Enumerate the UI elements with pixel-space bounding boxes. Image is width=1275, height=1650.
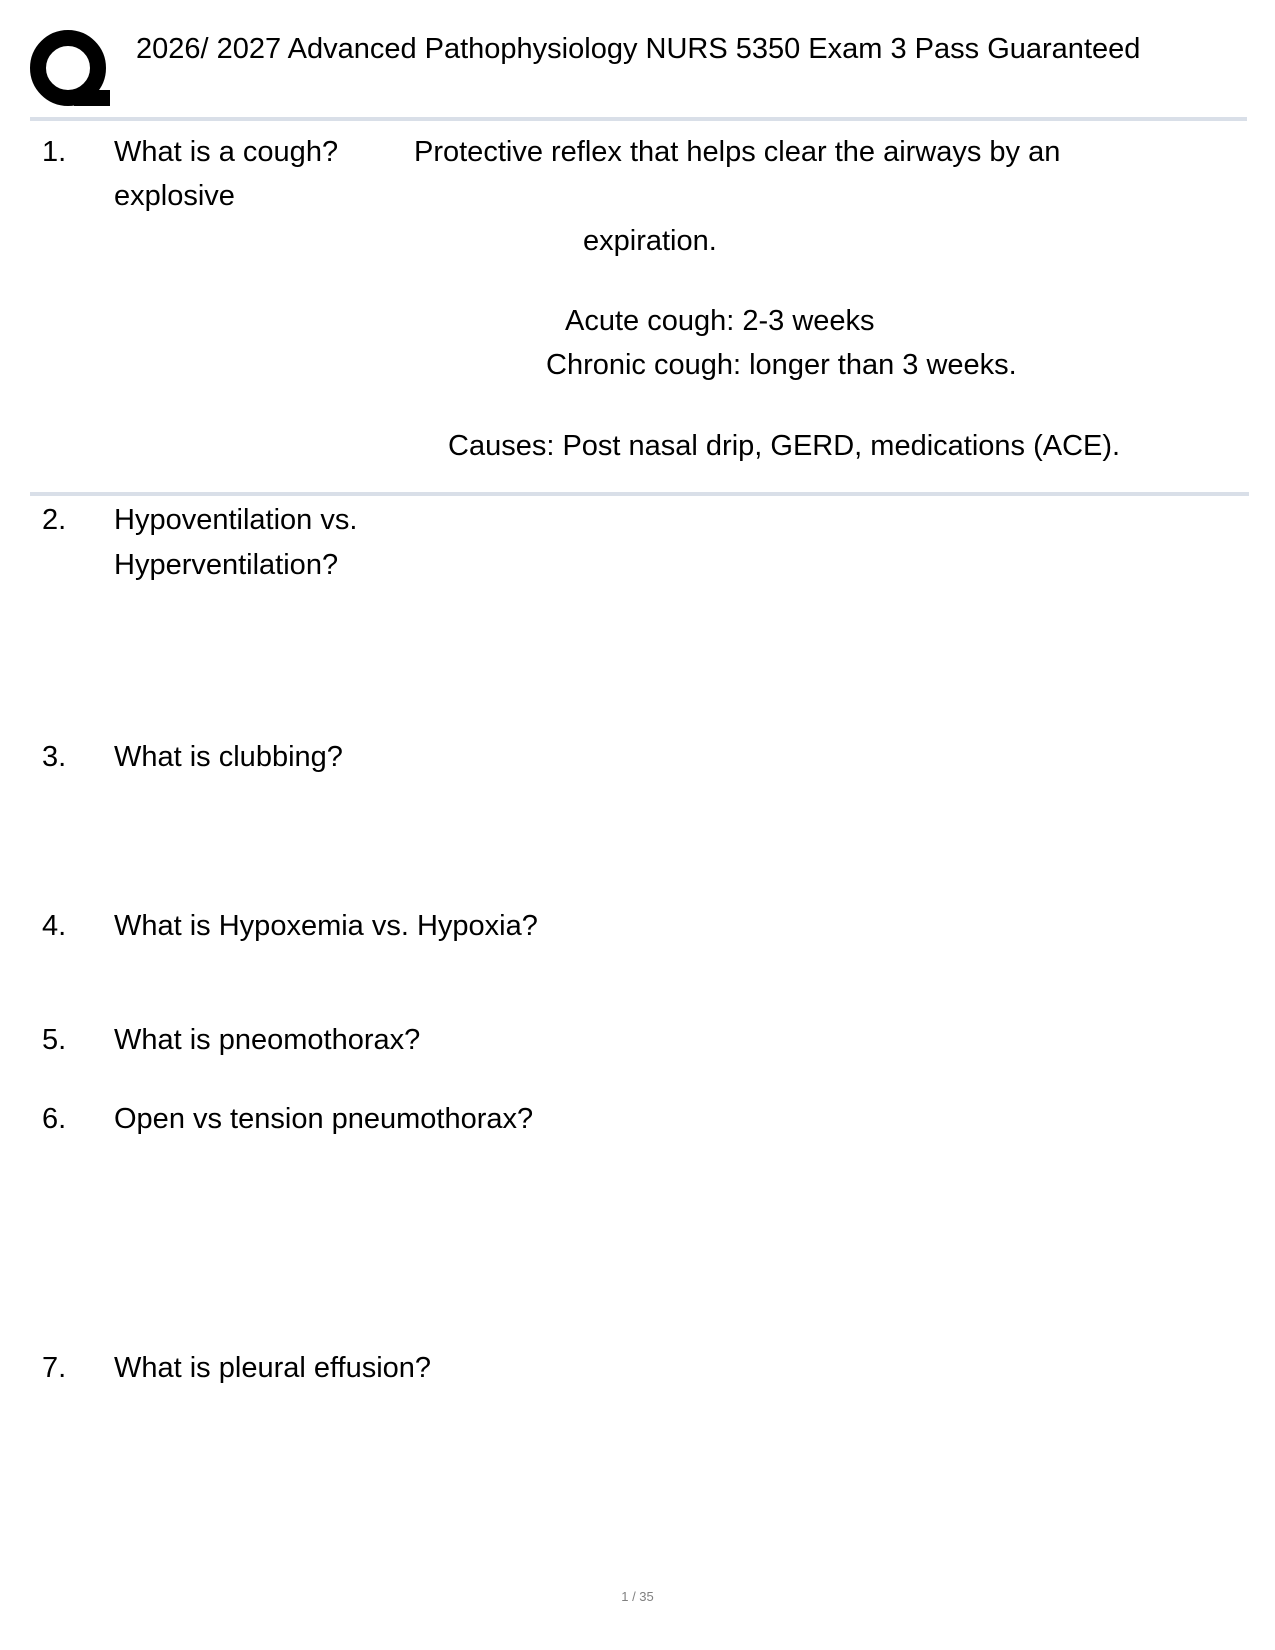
item-number-4: 4. — [42, 910, 67, 942]
item-question-7: What is pleural effusion? — [114, 1352, 432, 1384]
item-question-5: What is pneomothorax? — [114, 1024, 421, 1056]
item-divider — [30, 492, 1249, 496]
item-number-7: 7. — [42, 1352, 67, 1384]
item-number-6: 6. — [42, 1103, 67, 1135]
item-answer-1-line-5: Causes: Post nasal drip, GERD, medications (ACE). — [448, 430, 1121, 462]
item-number-2: 2. — [42, 504, 67, 536]
item-answer-1-line-4: Chronic cough: longer than 3 weeks. — [546, 349, 1017, 381]
item-number-5: 5. — [42, 1024, 67, 1056]
item-number-3: 3. — [42, 741, 67, 773]
header-divider — [30, 117, 1247, 121]
item-answer-1-line-3: Acute cough: 2-3 weeks — [565, 305, 875, 337]
item-answer-1-line-1: Protective reflex that helps clear the airways by an — [414, 136, 1061, 168]
item-question-2: Hypoventilation vs. — [114, 504, 358, 536]
q-logo-icon — [30, 30, 110, 110]
item-question-1: What is a cough? — [114, 136, 339, 168]
item-answer-1-line-2: expiration. — [583, 225, 717, 257]
document-title: 2026/ 2027 Advanced Pathophysiology NURS 5350 Exam 3 Pass Guaranteed — [136, 33, 1141, 65]
item-question-1-continued: explosive — [114, 180, 235, 212]
item-question-6: Open vs tension pneumothorax? — [114, 1103, 534, 1135]
item-question-4: What is Hypoxemia vs. Hypoxia? — [114, 910, 538, 942]
item-number-1: 1. — [42, 136, 67, 168]
item-question-3: What is clubbing? — [114, 741, 343, 773]
item-question-2-continued: Hyperventilation? — [114, 549, 339, 581]
page-number: 1 / 35 — [621, 1589, 654, 1604]
